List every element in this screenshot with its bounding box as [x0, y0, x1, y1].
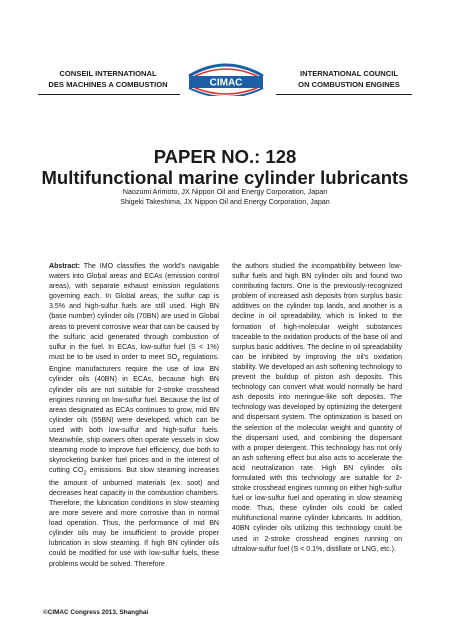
header-left-line1: CONSEIL INTERNATIONAL — [59, 69, 157, 78]
logo-text: CIMAC — [209, 77, 243, 89]
header-right — [284, 68, 414, 90]
abstract-label: Abstract: — [49, 263, 80, 270]
cimac-logo — [185, 60, 267, 96]
abstract-continuation: the authors studied the incompatibility between low-sulfur fuels and high BN cylinder oils and found two contributing factors. One is the previously-recognized problem of increased ash deposits from surplus basic additives on the cylinder top lands, and another is a decline in oil spreadability, which is linked to the formation of high-molecular weight substances traceable to the oxidation products of the base oil and surplus basic additives. The decline in oil spreadability can be inhibited by improving the oil’s oxidation stability. We developed an ash softening technology to prevent the buildup of piston ash deposits. This technology can convert what would normally be hard ash deposits into meringue-like soft deposits. The technology was developed by optimizing the detergent and dispersant system. The optimization is based on the selection of the molecular weight and quantity of the dispersant used, and combining the dispersant with a proper detergent. This technology has not only an ash softening effect but also acts to accelerate the acid neutralization rate. High BN cylinder oils formulated with this technology are suitable for 2-stroke crosshead engines running on either high-sulfur fuel or low-sulfur fuel and operating in slow steaming mode. Thus, these cylinder oils could be called multifunctional marine cylinder lubricants. In addition, 40BN cylinder oils utilizing this technology could be used in 2-stroke crosshead engines running on ultralow-sulfur fuel (S < 0.1%, distillate or LNG, etc.). — [232, 263, 403, 553]
abstract-text: regulations. Engine manufacturers require the use of low BN cylinder oils (40BN) in ECAs, because high BN cylinder oils are not suitable for 2-stroke crosshead engines running on low-sulfur fuel. Because the list of areas designated as ECAs continues to grow, mid BN cylinder oils (55BN) were developed, which can be used with both low-sulfur and high-sulfur fuels. Meanwhile, ship owners often operate vessels in slow steaming mode to improve fuel efficiency, due both to skyrocketing bunker fuel prices and in the interest of cutting CO — [49, 353, 219, 475]
footer-copyright: ©CIMAC Congress 2013, Shanghai — [43, 609, 149, 616]
header-right-line2: ON COMBUSTION ENGINES — [298, 80, 400, 89]
author-line: Shigeki Takeshima, JX Nippon Oil and Energy Corporation, Japan — [120, 197, 330, 206]
author-list — [0, 187, 450, 207]
abstract-column-right — [232, 262, 402, 555]
abstract-text: The IMO classifies the world’s navigable waters into Global areas and ECAs (emission control areas), with separate exhaust emission regulations governing each. In Global areas, the sulfur cap is 3.5% and high-sulfur fuels are still used. High BN (base number) cylinder oils (70BN) are used in Global areas to prevent corrosive wear that can be caused by the sulfuric acid generated through combustion of sulfur in the fuel. In ECAs, low-sulfur fuel (S < 1%) must be to be used in order to meet SO — [49, 263, 219, 361]
author-line: Naozumi Arimoto, JX Nippon Oil and Energy Corporation, Japan — [122, 187, 328, 196]
paper-title-block — [0, 146, 450, 188]
header-right-line1: INTERNATIONAL COUNCIL — [299, 69, 398, 78]
paper-title: Multifunctional marine cylinder lubricants — [41, 167, 409, 188]
paper-number: PAPER NO.: 128 — [153, 146, 297, 167]
abstract-text: emissions. But slow steaming increases the amount of unburned materials (ex. soot) and decreases heat capacity in the combustion chambers. Therefore, the lubrication conditions in slow steaming are more severe and more corrosive than in normal load operation. Thus, the performance of mid BN cylinder oils may be insufficient to provide proper lubrication in slow steaming. If high BN cylinder oils could be modified for use with low-sulfur fuels, these problems would be solved. Therefore — [49, 467, 219, 568]
header-left-line2: DES MACHINES A COMBUSTION — [48, 80, 168, 89]
abstract-subscript: x — [177, 357, 181, 364]
abstract-paragraph — [49, 262, 219, 570]
header-left — [38, 68, 178, 90]
header-left-rule — [38, 94, 180, 95]
abstract-column-left — [49, 262, 219, 570]
header-right-rule — [276, 94, 412, 95]
abstract-subscript: 2 — [83, 470, 87, 477]
